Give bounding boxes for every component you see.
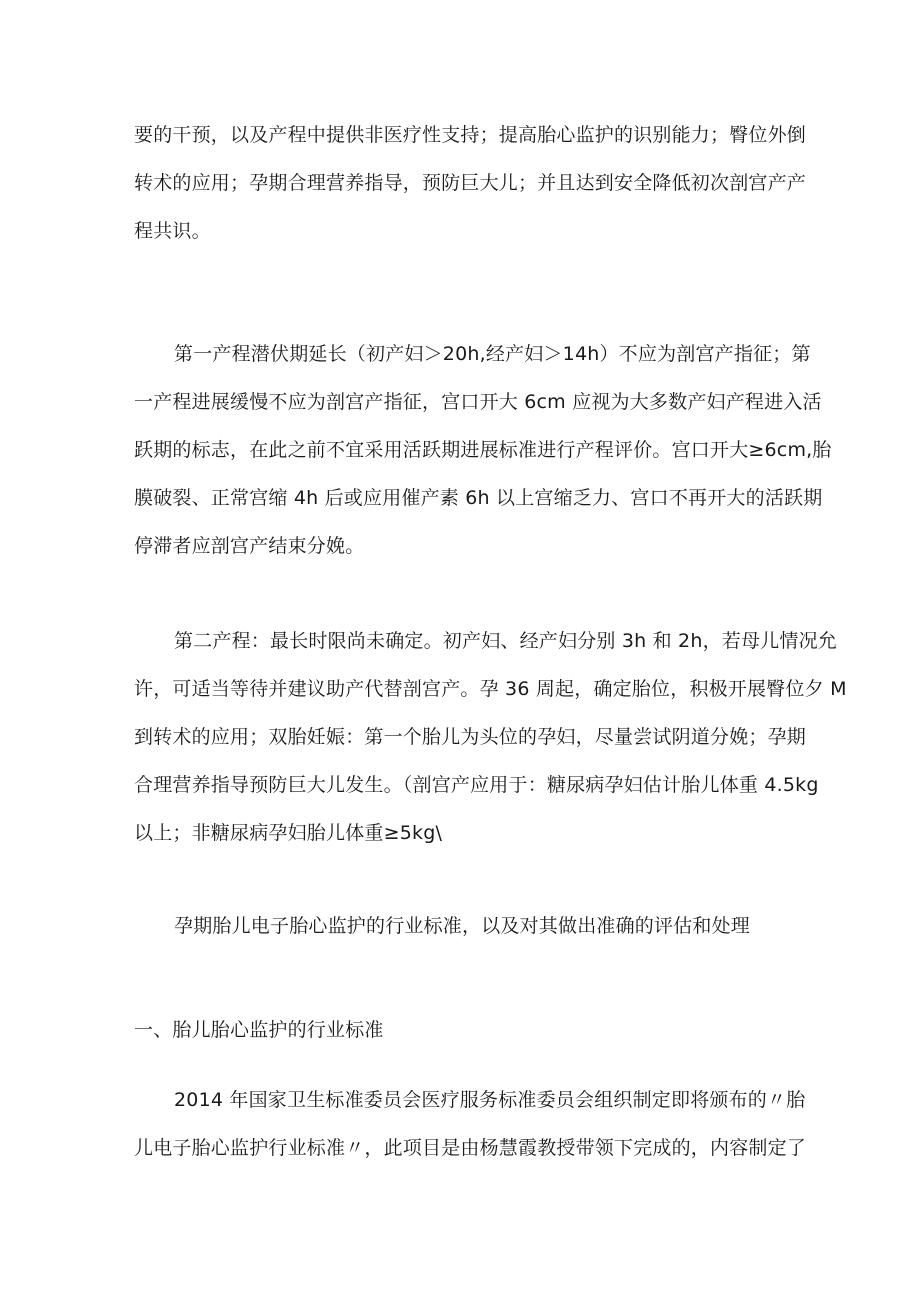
paragraph-1-line-3: 程共识。 bbox=[134, 220, 211, 242]
paragraph-4-line-2: 儿电子胎心监护行业标准〃，此项目是由杨慧霞教授带领下完成的，内容制定了 bbox=[134, 1137, 807, 1159]
paragraph-3-line-2: 许，可适当等待并建议助产代替剖宫产。孕 36 周起，确定胎位，积极开展臀位夕 M bbox=[134, 678, 847, 700]
paragraph-2-line-4: 膜破裂、正常宫缩 4h 后或应用催产素 6h 以上宫缩乏力、宫口不再开大的活跃期 bbox=[134, 487, 823, 509]
subsection-heading: 一、胎儿胎心监护的行业标准 bbox=[134, 1019, 384, 1041]
section-title: 孕期胎儿电子胎心监护的行业标准，以及对其做出准确的评估和处理 bbox=[174, 915, 751, 937]
paragraph-2-line-2: 一产程进展缓慢不应为剖宫产指征，宫口开大 6cm 应视为大多数产妇产程进入活 bbox=[134, 391, 822, 413]
paragraph-1-line-1: 要的干预，以及产程中提供非医疗性支持；提高胎心监护的识别能力；臀位外倒 bbox=[134, 124, 807, 146]
paragraph-3-line-3: 到转术的应用；双胎妊娠：第一个胎儿为头位的孕妇，尽量尝试阴道分娩；孕期 bbox=[134, 726, 807, 748]
paragraph-2-line-3: 跃期的标志，在此之前不宜采用活跃期进展标准进行产程评价。宫口开大≥6cm,胎 bbox=[134, 439, 832, 461]
paragraph-3-line-4: 合理营养指导预防巨大儿发生。（剖宫产应用于：糖尿病孕妇估计胎儿体重 4.5kg bbox=[134, 774, 819, 796]
paragraph-1-line-2: 转术的应用；孕期合理营养指导，预防巨大儿；并且达到安全降低初次剖宫产产 bbox=[134, 172, 807, 194]
paragraph-3-line-1: 第二产程：最长时限尚未确定。初产妇、经产妇分别 3h 和 2h，若母儿情况允 bbox=[174, 630, 837, 652]
paragraph-3-line-5: 以上；非糖尿病孕妇胎儿体重≥5kg\ bbox=[134, 822, 443, 844]
paragraph-2-line-1: 第一产程潜伏期延长（初产妇＞20h,经产妇＞14h）不应为剖宫产指征；第 bbox=[174, 343, 811, 365]
paragraph-2-line-5: 停滞者应剖宫产结束分娩。 bbox=[134, 535, 365, 557]
paragraph-4-line-1: 2014 年国家卫生标准委员会医疗服务标准委员会组织制定即将颁布的〃胎 bbox=[174, 1089, 806, 1111]
